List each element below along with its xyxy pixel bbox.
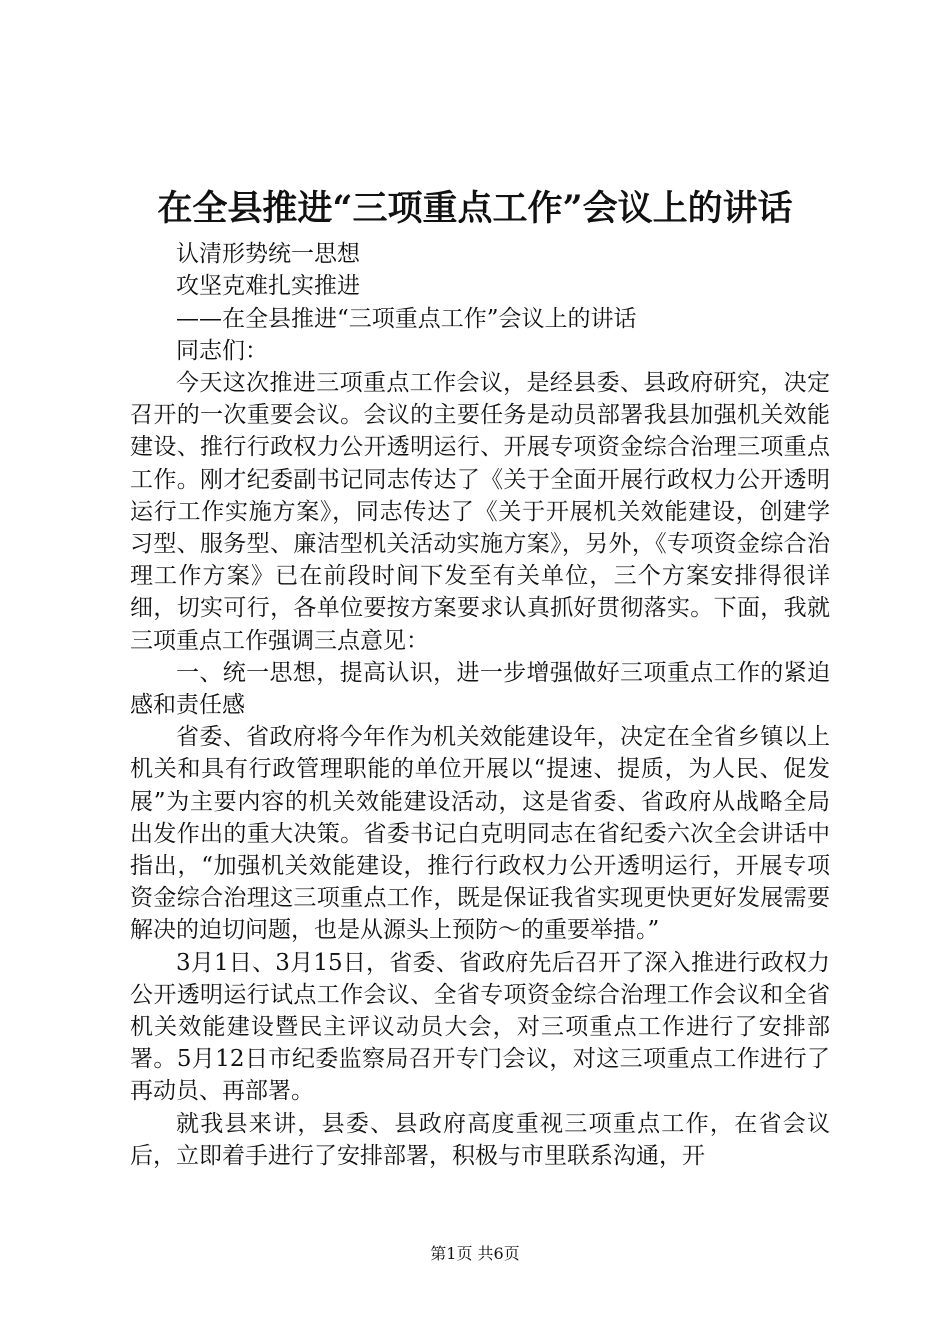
paragraph-province: 省委、省政府将今年作为机关效能建设年，决定在全省乡镇以上机关和具有行政管理职能的单位开展以“提速、提质，为人民、促发展”为主要内容的机关效能建设活动，这是省委、省政府从战略全局出发作出的重大决策。省委书记白克明同志在省纪委六次全会讲话中指出，“加强机关效能建设，推行行政权力公开透明运行，开展专项资金综合治理这三项重点工作，既是保证我省实现更快更好发展需要解决的迫切问题，也是从源头上预防～的重要举措。”: [130, 724, 830, 944]
salutation: 同志们：: [176, 337, 268, 364]
subtitle-line-1: 认清形势统一思想: [176, 241, 360, 268]
title-spacer: [130, 206, 830, 238]
page-footer: 第1页 共6页: [430, 1244, 520, 1263]
document-title: 在全县推进“三项重点工作”会议上的讲话: [157, 188, 793, 229]
section-heading-1: 一、统一思想，提高认识，进一步增强做好三项重点工作的紧迫感和责任感: [130, 659, 830, 719]
paragraph-county: 就我县来讲，县委、县政府高度重视三项重点工作，在省会议后，立即着手进行了安排部署，积极与市里联系沟通，开: [130, 1110, 830, 1169]
subtitle-line-3: ——在全县推进“三项重点工作”会议上的讲话: [176, 305, 637, 332]
paragraph-intro: 今天这次推进三项重点工作会议，是经县委、县政府研究，决定召开的一次重要会议。会议的主要任务是动员部署我县加强机关效能建设、推行行政权力公开透明运行、开展专项资金综合治理三项重点工作。刚才纪委副书记同志传达了《关于全面开展行政权力公开透明运行工作实施方案》，同志传达了《关于开展机关效能建设，创建学习型、服务型、廉洁型机关活动实施方案》，另外，《专项资金综合治理工作方案》已在前段时间下发至有关单位，三个方案安排得很详细，切实可行，各单位要按方案要求认真抓好贯彻落实。下面，我就三项重点工作强调三点意见：: [130, 370, 830, 654]
subtitle-line-2: 攻坚克难扎实推进: [176, 273, 360, 300]
document-body: [130, 206, 830, 1172]
paragraph-meetings: 3月1日、3月15日，省委、省政府先后召开了深入推进行政权力公开透明运行试点工作会议、全省专项资金综合治理工作会议和全省机关效能建设暨民主评议动员大会，对三项重点工作进行了安排部署。5月12日市纪委监察局召开专门会议，对这三项重点工作进行了再动员、再部署。: [130, 949, 830, 1105]
